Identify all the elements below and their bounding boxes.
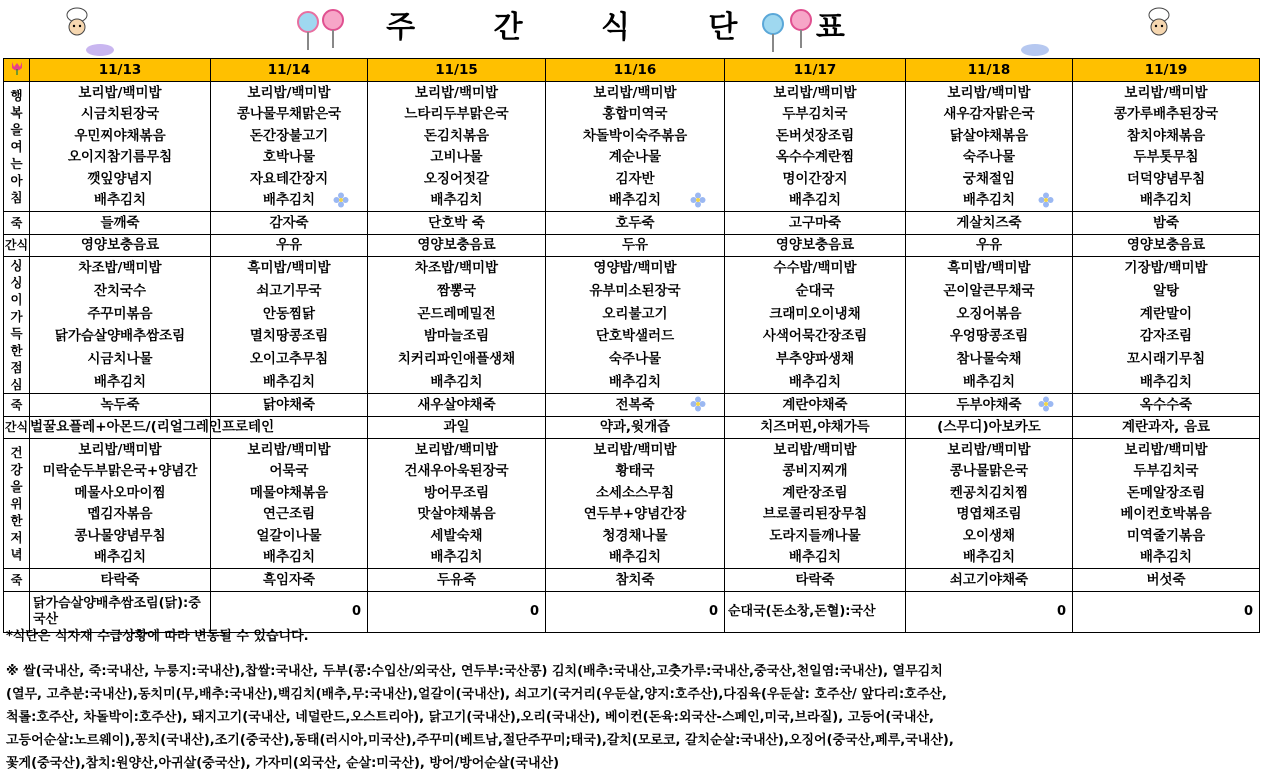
menu-cell: 배추김치 [211,190,368,212]
meal-row [4,461,1260,483]
snack-row [4,234,1260,257]
date-header-3: 11/15 [368,59,546,82]
menu-cell: 옥수수죽 [1073,394,1260,417]
title-banner [0,0,1265,58]
meal-row [4,525,1260,547]
menu-cell: 연근조림 [211,504,368,526]
menu-cell: 참치죽 [546,569,725,592]
menu-cell: 보리밥/백미밥 [1073,439,1260,461]
menu-cell: 멥김자볶음 [30,504,211,526]
menu-cell: 보리밥/백미밥 [30,439,211,461]
date-header-row [4,59,1260,82]
snack-label: 간식 [4,234,30,257]
origin-cell [725,591,906,632]
menu-cell: 배추김치 [1073,190,1260,212]
meal-row [4,482,1260,504]
menu-cell: 보리밥/백미밥 [211,439,368,461]
origin-cell-text: 0 [529,603,539,619]
origin-cell [546,591,725,632]
menu-cell: 벌꿀요플레+아몬드/(리얼그레인프로테인 [30,416,211,439]
meal-row [4,125,1260,147]
menu-cell: 영양보충음료 [368,234,546,257]
menu-cell: 배추김치 [546,547,725,569]
origin-cell-text: 0 [1056,603,1066,619]
menu-cell: 배추김치 [725,190,906,212]
menu-cell: 홍합미역국 [546,104,725,126]
menu-cell: 명엽채조림 [906,504,1073,526]
date-header-7: 11/19 [1073,59,1260,82]
origin-cell-text: 닭가슴살양배추쌈조림(닭):중국산 [33,595,201,627]
menu-cell: 보리밥/백미밥 [211,82,368,104]
notice-text: *식단은 식자재 수급상황에 따라 변동될 수 있습니다. [6,629,309,644]
menu-cell: 밤마늘조림 [368,325,546,348]
menu-cell: 오이지참기름무침 [30,147,211,169]
menu-cell: 쇠고기무국 [211,280,368,303]
porridge-row [4,212,1260,235]
menu-cell: 배추김치 [211,547,368,569]
menu-cell: 흑미밥/백미밥 [211,257,368,280]
menu-cell: 계란야채죽 [725,394,906,417]
daisy-icon [690,396,706,412]
origin-cell-text: 0 [1243,603,1253,619]
menu-cell: 버섯죽 [1073,569,1260,592]
menu-cell: 보리밥/백미밥 [546,82,725,104]
menu-cell: 차돌박이숙주볶음 [546,125,725,147]
menu-cell: 시금치된장국 [30,104,211,126]
menu-cell: 어묵국 [211,461,368,483]
menu-cell: 방어무조림 [368,482,546,504]
menu-cell: 새우감자맑은국 [906,104,1073,126]
menu-cell: 배추김치 [546,190,725,212]
menu-cell: 건새우아욱된장국 [368,461,546,483]
menu-cell: 연두부+양념간장 [546,504,725,526]
porridge-row [4,569,1260,592]
menu-cell: 돈김치볶음 [368,125,546,147]
menu-cell: 배추김치 [211,370,368,393]
menu-cell: 곤이알큰무채국 [906,280,1073,303]
menu-cell: 치즈머핀,야채가득 [725,416,906,439]
menu-cell: 보리밥/백미밥 [725,82,906,104]
origin-note-line: 척롤:호주산, 차돌박이:호주산), 돼지고기(국내산, 네덜란드,오스트리아), 닭고기(국내산),오리(국내산), 베이컨(돈육:외국산-스페인,미국,브라질), 고등어(국내산, [6,710,934,725]
menu-cell: 차조밥/백미밥 [30,257,211,280]
meal-row [4,190,1260,212]
menu-cell: 콩가루배추된장국 [1073,104,1260,126]
meal-label-text: 행복을여는아침 [10,88,23,205]
menu-cell: 콩나물양념무침 [30,525,211,547]
menu-cell: 계란과자, 음료 [1073,416,1260,439]
meal-row [4,168,1260,190]
menu-cell: 돈메알장조림 [1073,482,1260,504]
page-title: 주 간 식 단 표 [386,10,879,45]
menu-cell: 감자조림 [1073,325,1260,348]
menu-cell: 배추김치 [725,547,906,569]
menu-cell: 영양밥/백미밥 [546,257,725,280]
menu-cell: 흑미밥/백미밥 [906,257,1073,280]
menu-cell: 흑임자죽 [211,569,368,592]
menu-cell: 계란말이 [1073,302,1260,325]
menu-cell: 참나물숙채 [906,348,1073,371]
date-header-5: 11/17 [725,59,906,82]
meal-row [4,147,1260,169]
menu-cell: 돈버섯장조림 [725,125,906,147]
menu-cell: 배추김치 [906,370,1073,393]
menu-cell: 단호박샐러드 [546,325,725,348]
origin-cell [906,591,1073,632]
menu-cell: 주꾸미볶음 [30,302,211,325]
menu-cell: 베이컨호박볶음 [1073,504,1260,526]
menu-cell: 두부야채죽 [906,394,1073,417]
weekly-menu-table [3,58,1260,633]
menu-cell: 보리밥/백미밥 [368,82,546,104]
menu-cell: 고비나물 [368,147,546,169]
menu-cell: 멸치땅콩조림 [211,325,368,348]
menu-cell: 숙주나물 [546,348,725,371]
menu-cell: 호박나물 [211,147,368,169]
menu-cell: (스무디)아보카도 [906,416,1073,439]
header-corner [4,59,30,82]
menu-cell: 짬뽕국 [368,280,546,303]
menu-cell: 김자반 [546,168,725,190]
menu-cell: 깻잎양념지 [30,168,211,190]
menu-cell: 배추김치 [906,190,1073,212]
porridge-row [4,394,1260,417]
meal-label [4,439,30,569]
menu-cell: 두부톳무침 [1073,147,1260,169]
origin-note-line: (열무, 고추분:국내산),동치미(무,배추:국내산),백김치(배추,무:국내산),얼갈이(국내산), 쇠고기(국거리(우둔살,양지:호주산),다짐육(우둔살: 호주산/ 앞다리:호주산, [6,687,947,702]
menu-cell: 배추김치 [1073,370,1260,393]
menu-cell: 꼬시래기무침 [1073,348,1260,371]
menu-cell: 시금치나물 [30,348,211,371]
menu-cell: 배추김치 [368,190,546,212]
snack-row [4,416,1260,439]
menu-cell: 배추김치 [30,370,211,393]
menu-cell: 보리밥/백미밥 [906,439,1073,461]
menu-cell: 콩나물무채맑은국 [211,104,368,126]
daisy-icon [333,192,349,208]
menu-cell: 콩나물맑은국 [906,461,1073,483]
menu-cell: 게살치즈죽 [906,212,1073,235]
menu-cell: 수수밥/백미밥 [725,257,906,280]
menu-cell: 타락죽 [30,569,211,592]
menu-cell: 맛살야채볶음 [368,504,546,526]
origin-note-line: ※ 쌀(국내산, 죽:국내산, 누룽지:국내산),찹쌀:국내산, 두부(콩:수입산/외국산, 연두부:국산콩) 김치(배추:국내산,고춧가루:국내산,중국산,천일염:국내산), 열무김치 [6,664,943,679]
menu-cell: 영양보충음료 [30,234,211,257]
porridge-label: 죽 [4,394,30,417]
menu-cell: 타락죽 [725,569,906,592]
menu-cell: 명이간장지 [725,168,906,190]
menu-cell: 배추김치 [368,370,546,393]
menu-cell: 브로콜리된장무침 [725,504,906,526]
menu-cell: 배추김치 [368,547,546,569]
menu-cell: 녹두죽 [30,394,211,417]
menu-cell: 고구마죽 [725,212,906,235]
menu-cell: 메물야채볶음 [211,482,368,504]
menu-cell: 사색어묵간장조림 [725,325,906,348]
menu-cell: 기장밥/백미밥 [1073,257,1260,280]
menu-cell: 오징어젓갈 [368,168,546,190]
meal-row [4,82,1260,104]
menu-cell: 소세소스무침 [546,482,725,504]
meal-row [4,370,1260,393]
menu-cell: 보리밥/백미밥 [725,439,906,461]
menu-cell: 계순나물 [546,147,725,169]
menu-cell: 오리불고기 [546,302,725,325]
menu-cell: 배추김치 [546,370,725,393]
origin-note-line: 고등어순살:노르웨이),꽁치(국내산),조기(중국산),동태(러시아,미국산),주꾸미(베트남,절단주꾸미;태국),갈치(모로코, 갈치순살:국내산),오징어(중국산,페루,국내산), [6,733,954,748]
menu-cell: 도라지들깨나물 [725,525,906,547]
menu-cell: 느타리두부맑은국 [368,104,546,126]
menu-cell: 쇠고기야채죽 [906,569,1073,592]
menu-cell: 부추양파생채 [725,348,906,371]
menu-cell: 감자죽 [211,212,368,235]
menu-cell: 세발숙채 [368,525,546,547]
menu-cell: 옥수수계란찜 [725,147,906,169]
menu-cell: 청경채나물 [546,525,725,547]
menu-cell: 배추김치 [906,547,1073,569]
meal-row [4,504,1260,526]
menu-cell: 두부김치국 [725,104,906,126]
menu-cell: 치커리파인애플생채 [368,348,546,371]
menu-cell: 약과,윗개즙 [546,416,725,439]
menu-cell: 전복죽 [546,394,725,417]
meal-row [4,547,1260,569]
menu-cell: 밤죽 [1073,212,1260,235]
menu-cell: 오징어볶음 [906,302,1073,325]
origin-cell-text: 0 [708,603,718,619]
menu-cell: 잔치국수 [30,280,211,303]
menu-cell: 새우살야채죽 [368,394,546,417]
origin-cell [368,591,546,632]
menu-cell: 두유죽 [368,569,546,592]
menu-cell: 우엉땅콩조림 [906,325,1073,348]
menu-cell: 영양보충음료 [725,234,906,257]
menu-cell: 영양보충음료 [1073,234,1260,257]
meal-label-text: 싱싱이가득한점심 [10,258,23,392]
menu-cell: 우유 [906,234,1073,257]
menu-cell: 배추김치 [30,547,211,569]
meal-label [4,257,30,394]
menu-cell: 안동찜닭 [211,302,368,325]
daisy-icon [1038,192,1054,208]
meal-row [4,257,1260,280]
menu-cell: 오이고추무침 [211,348,368,371]
menu-cell: 우민찌야채볶음 [30,125,211,147]
meal-row [4,439,1260,461]
menu-cell: 메물사오마이찜 [30,482,211,504]
date-header-2: 11/14 [211,59,368,82]
menu-cell: 켄공치김치찜 [906,482,1073,504]
menu-cell: 보리밥/백미밥 [1073,82,1260,104]
menu-cell: 우유 [211,234,368,257]
menu-cell: 배추김치 [725,370,906,393]
menu-cell [211,416,368,439]
origin-cell [1073,591,1260,632]
origin-cell-text: 0 [351,603,361,619]
daisy-icon [1038,396,1054,412]
menu-cell: 콩비지찌개 [725,461,906,483]
menu-cell: 과일 [368,416,546,439]
menu-cell: 들깨죽 [30,212,211,235]
menu-cell: 오이생채 [906,525,1073,547]
menu-cell: 곤드레메밀전 [368,302,546,325]
menu-cell: 자요테간장지 [211,168,368,190]
menu-cell: 두유 [546,234,725,257]
menu-cell: 유부미소된장국 [546,280,725,303]
menu-cell: 참치야채볶음 [1073,125,1260,147]
origin-cell-text: 순대국(돈소창,돈혈):국산 [728,603,876,619]
meal-label-text: 건강을위한저녁 [10,445,23,562]
menu-cell: 황태국 [546,461,725,483]
menu-cell: 두부김치국 [1073,461,1260,483]
meal-row [4,302,1260,325]
menu-cell: 보리밥/백미밥 [30,82,211,104]
menu-cell: 크래미오이냉채 [725,302,906,325]
menu-cell: 배추김치 [1073,547,1260,569]
menu-cell: 닭야채죽 [211,394,368,417]
menu-cell: 배추김치 [30,190,211,212]
menu-cell: 얼갈이나물 [211,525,368,547]
date-header-6: 11/18 [906,59,1073,82]
date-header-4: 11/16 [546,59,725,82]
daisy-icon [690,192,706,208]
menu-cell: 궁채절임 [906,168,1073,190]
meal-row [4,280,1260,303]
menu-cell: 호두죽 [546,212,725,235]
menu-cell: 단호박 죽 [368,212,546,235]
menu-cell: 숙주나물 [906,147,1073,169]
menu-cell: 미역줄기볶음 [1073,525,1260,547]
menu-cell: 보리밥/백미밥 [368,439,546,461]
menu-cell: 순대국 [725,280,906,303]
porridge-label: 죽 [4,569,30,592]
meal-row [4,348,1260,371]
meal-label [4,82,30,212]
menu-cell: 알탕 [1073,280,1260,303]
menu-cell: 닭살야채볶음 [906,125,1073,147]
menu-cell: 계란장조림 [725,482,906,504]
meal-row [4,325,1260,348]
origin-note-line: 꽃게(중국산),참치:원양산,아귀살(중국산), 가자미(외국산, 순살:미국산), 방어/방어순살(국내산) [6,756,560,771]
menu-cell: 차조밥/백미밥 [368,257,546,280]
meal-row [4,104,1260,126]
porridge-label: 죽 [4,212,30,235]
menu-cell: 돈간장불고기 [211,125,368,147]
tulip-icon [9,59,25,75]
menu-cell: 닭가슴살양배추쌈조림 [30,325,211,348]
menu-cell: 보리밥/백미밥 [906,82,1073,104]
menu-cell: 미락순두부맑은국+양념간 [30,461,211,483]
menu-cell: 더덕양념무침 [1073,168,1260,190]
date-header-1: 11/13 [30,59,211,82]
menu-cell: 보리밥/백미밥 [546,439,725,461]
snack-label: 간식 [4,416,30,439]
